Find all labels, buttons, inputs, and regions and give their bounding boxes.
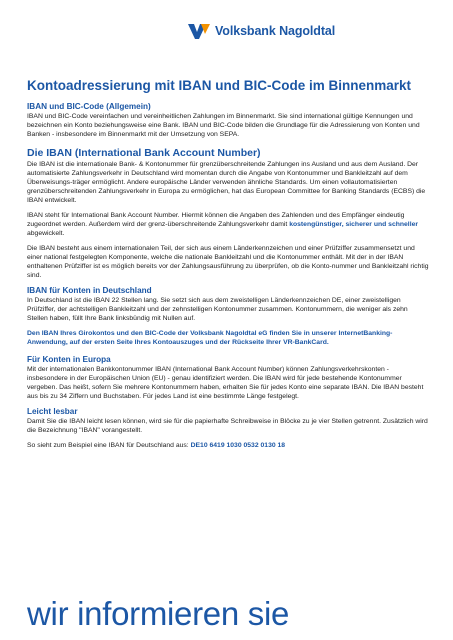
page-header	[0, 20, 453, 42]
section-heading-lesbar: Leicht lesbar	[27, 407, 78, 416]
notice-girokonto: Den IBAN Ihres Girokontos und den BIC-Code der Volksbank Nagoldtal eG finden Sie in unserer InternetBanking-Anwendung, auf der ersten Seite Ihres Kontoauszuges und der Rückseite Ihrer VR-BankCard.	[27, 330, 393, 346]
paragraph-iban-3: Die IBAN besteht aus einem internationalen Teil, der sich aus einem Länderkennzeichen und einer Prüfziffer zusammensetzt und einer national festgelegten Komponente, welche die nationale Bankleitzahl und die Kontonummer enthält. Mit der in der IBAN enthaltenen Prüfziffer ist es möglich bereits vor der Zahlungsausführung zu überprüfen, ob die Konto-nummer und Bankleitzahl richtig sind.	[27, 245, 429, 279]
paragraph-deutschland: In Deutschland ist die IBAN 22 Stellen lang. Sie setzt sich aus dem zweistelligen Länderkennzeichen DE, einer zweistelligen Prüfziffer, der achtstelligen Bankleitzahl und der zehnstelligen Kontonummer zusammen. Kontonummern, die weniger als zehn Stellen haben, füllt Ihre Bank linksbündig mit Nullen auf.	[27, 297, 408, 322]
section-heading-iban: Die IBAN (International Bank Account Number)	[27, 147, 261, 159]
iban-example: So sieht zum Beispiel eine IBAN für Deutschland aus: DE10 6419 1030 0532 0130 18	[27, 442, 286, 449]
section-heading-allgemein: IBAN und BIC-Code (Allgemein)	[27, 102, 151, 111]
page-title: Kontoadressierung mit IBAN und BIC-Code im Binnenmarkt	[27, 78, 412, 93]
highlight-benefits: kostengünstiger, sicherer und schneller	[289, 221, 419, 228]
document-body	[27, 78, 429, 450]
iban-example-value: DE10 6419 1030 0532 0130 18	[190, 442, 286, 449]
section-heading-deutschland: IBAN für Konten in Deutschland	[27, 286, 152, 295]
paragraph-iban-1: Die IBAN ist die internationale Bank- & Kontonummer für grenzüberschreitende Zahlungen ins Ausland und aus dem Ausland. Der automatisierte Zahlungsverkehr in Deutschland wird momentan durch die Angabe von Kontonummer und Bankleitzahl auf dem Überweisungs-träger ermöglicht. Andere europäische Länder verwenden ähnliche Standards. Um einen vollautomatisierten grenzüberschreitenden Zahlungsverkehr in Europa zu ermöglichen, hat das European Committee for Banking Standards (ECBS) die IBAN entwickelt.	[27, 161, 426, 204]
paragraph-iban-2: IBAN steht für International Bank Account Number. Hiermit können die Angaben des Zahlenden und des Empfänger eindeutig zugeordnet werden. Außerdem wird der grenz-überschreitende Zahlungsverkehr damit kostengünstiger, sicherer und schneller abgewickelt.	[27, 212, 419, 237]
paragraph-allgemein: IBAN und BIC-Code vereinfachen und vereinheitlichen Zahlungen im Binnenmarkt. Sie sind international gültige Kennungen und bezeichnen ein Konto beziehungsweise eine Bank. IBAN und BIC-Code bilden die Grundlage für die Adressierung von Konten und Banken - insbesondere im Binnenmarkt mit der Umsetzung von SEPA.	[27, 113, 420, 138]
bank-logo	[187, 22, 335, 40]
paragraph-europa: Mit der internationalen Bankkontonummer IBAN (International Bank Account Number) können Zahlungsverkehrskonten - insbesondere in der Europäischen Union (EU) - genau identifiziert werden. Die IBAN wird für jede bestehende Kontonummer vergeben. Das heißt, sofern Sie mehrere Kontonummern haben, erhalten Sie für jedes Konto eine separate IBAN. Die IBAN besteht aus bis zu 34 Ziffern und Buchstaben. Für jedes Land ist eine bestimmte Länge festgelegt.	[27, 366, 424, 400]
bank-name: Volksbank Nagoldtal	[215, 24, 336, 38]
footer-slogan: wir informieren sie	[27, 595, 290, 632]
paragraph-lesbar: Damit Sie die IBAN leicht lesen können, wird sie für die papierhafte Schreibweise in Blöcke zu je vier Stellen getrennt. Zusätzlich wird die Bezeichnung "IBAN" vorangestellt.	[27, 418, 428, 434]
volksbank-logo-icon	[187, 22, 211, 40]
section-heading-europa: Für Konten in Europa	[27, 355, 111, 364]
